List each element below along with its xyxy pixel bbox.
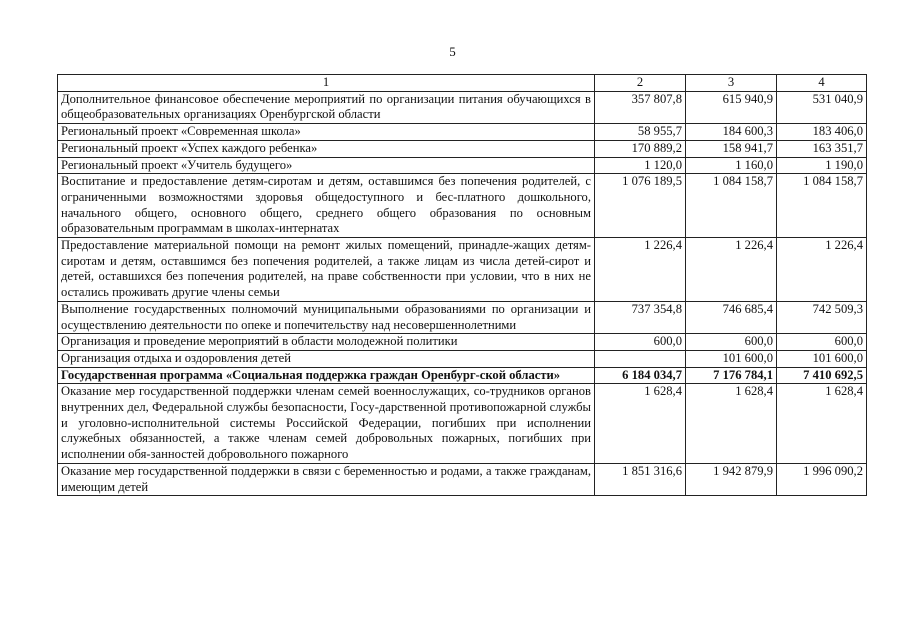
table-row xyxy=(58,384,867,464)
row-value-col4: 742 509,3 xyxy=(777,301,867,333)
row-value-col2: 6 184 034,7 xyxy=(595,367,686,384)
row-value-col3: 1 942 879,9 xyxy=(686,463,777,495)
row-value-col4: 1 190,0 xyxy=(777,157,867,174)
row-name: Оказание мер государственной поддержки в связи с беременностью и родами, а также гражданам, имеющим детей xyxy=(58,463,595,495)
table-row xyxy=(58,301,867,333)
column-header: 2 xyxy=(595,75,686,92)
row-value-col2: 58 955,7 xyxy=(595,124,686,141)
table-header-row xyxy=(58,75,867,92)
column-header: 3 xyxy=(686,75,777,92)
table-row xyxy=(58,174,867,238)
row-value-col3: 1 226,4 xyxy=(686,238,777,302)
column-header: 1 xyxy=(58,75,595,92)
row-name: Выполнение государственных полномочий муниципальными образованиями по организации и осуществлению деятельности по опеке и попечительству над несовершеннолетними xyxy=(58,301,595,333)
row-name: Организация и проведение мероприятий в области молодежной политики xyxy=(58,334,595,351)
row-value-col2: 357 807,8 xyxy=(595,91,686,123)
row-value-col3: 1 084 158,7 xyxy=(686,174,777,238)
row-value-col3: 746 685,4 xyxy=(686,301,777,333)
table-row xyxy=(58,91,867,123)
table-row xyxy=(58,157,867,174)
budget-table xyxy=(57,74,867,496)
table-row xyxy=(58,367,867,384)
row-value-col4: 1 628,4 xyxy=(777,384,867,464)
row-value-col2: 170 889,2 xyxy=(595,140,686,157)
row-value-col2: 1 120,0 xyxy=(595,157,686,174)
row-value-col2 xyxy=(595,350,686,367)
row-value-col4: 1 226,4 xyxy=(777,238,867,302)
row-value-col3: 600,0 xyxy=(686,334,777,351)
row-name: Государственная программа «Социальная поддержка граждан Оренбург-ской области» xyxy=(58,367,595,384)
row-value-col3: 1 628,4 xyxy=(686,384,777,464)
row-value-col4: 531 040,9 xyxy=(777,91,867,123)
row-value-col2: 1 226,4 xyxy=(595,238,686,302)
row-value-col3: 101 600,0 xyxy=(686,350,777,367)
table-row xyxy=(58,124,867,141)
row-value-col3: 615 940,9 xyxy=(686,91,777,123)
row-value-col4: 600,0 xyxy=(777,334,867,351)
row-value-col3: 1 160,0 xyxy=(686,157,777,174)
row-name: Дополнительное финансовое обеспечение мероприятий по организации питания обучающихся в общеобразовательных организациях Оренбургской области xyxy=(58,91,595,123)
row-name: Предоставление материальной помощи на ремонт жилых помещений, принадле-жащих детям-сиротам и детям, оставшимся без попечения родителей, а также лицам из числа детей-сирот и детей, оставшихся без попечения родителей, на праве собственности при условии, что в них не остались проживать другие члены семьи xyxy=(58,238,595,302)
row-value-col2: 1 851 316,6 xyxy=(595,463,686,495)
row-value-col4: 7 410 692,5 xyxy=(777,367,867,384)
row-name: Региональный проект «Современная школа» xyxy=(58,124,595,141)
row-value-col4: 163 351,7 xyxy=(777,140,867,157)
table-row xyxy=(58,238,867,302)
table-row xyxy=(58,140,867,157)
row-value-col2: 600,0 xyxy=(595,334,686,351)
row-name: Воспитание и предоставление детям-сиротам и детям, оставшимся без попечения родителей, с ограниченными возможностями здоровья общедоступного и бес-платного дошкольного, начального общего, основного общего, среднего общего образования по основным образовательным программам в школах-интернатах xyxy=(58,174,595,238)
row-value-col3: 7 176 784,1 xyxy=(686,367,777,384)
table-row xyxy=(58,350,867,367)
row-value-col4: 1 996 090,2 xyxy=(777,463,867,495)
row-name: Организация отдыха и оздоровления детей xyxy=(58,350,595,367)
row-name: Региональный проект «Учитель будущего» xyxy=(58,157,595,174)
table-row xyxy=(58,334,867,351)
column-header: 4 xyxy=(777,75,867,92)
row-value-col4: 1 084 158,7 xyxy=(777,174,867,238)
row-name: Региональный проект «Успех каждого ребенка» xyxy=(58,140,595,157)
row-value-col4: 101 600,0 xyxy=(777,350,867,367)
row-value-col3: 158 941,7 xyxy=(686,140,777,157)
table-row xyxy=(58,463,867,495)
row-value-col2: 1 076 189,5 xyxy=(595,174,686,238)
row-value-col3: 184 600,3 xyxy=(686,124,777,141)
page-number: 5 xyxy=(449,44,456,59)
row-value-col2: 737 354,8 xyxy=(595,301,686,333)
row-name: Оказание мер государственной поддержки членам семей военнослужащих, со-трудников органов внутренних дел, Федеральной службы безопасности, Госу-дарственной противопожарной службы и уголовно-исполнительной системы Российской Федерации, погибших при исполнении служебных обязанностей, а также членам семей добровольных пожарных, погибших при исполнении обя-занностей добровольного пожарного xyxy=(58,384,595,464)
row-value-col2: 1 628,4 xyxy=(595,384,686,464)
row-value-col4: 183 406,0 xyxy=(777,124,867,141)
